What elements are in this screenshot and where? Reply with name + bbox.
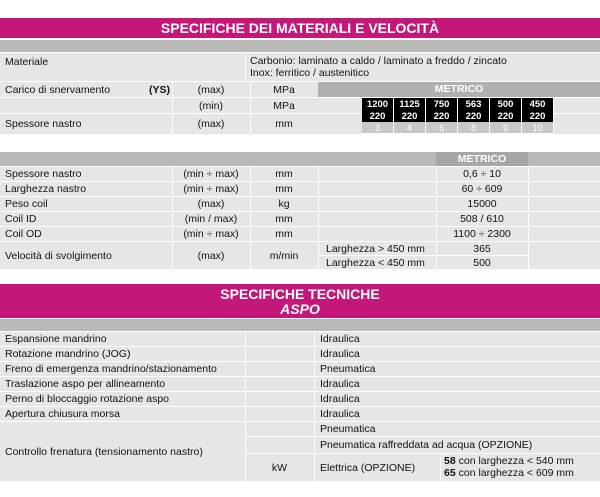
strip-thickness-qual: (max) [197,118,225,130]
aspo-label: Apertura chiusura morsa [5,408,120,420]
aspo-value: Idraulica [320,393,360,405]
material-row [0,53,600,81]
materials-speed-title: SPECIFICHE DEI MATERIALI E VELOCITÀ [160,20,440,36]
unwinding-speed-unit: m/min [269,249,299,262]
ys-min-cell: 220 [490,110,521,122]
unwinding-speed-row [0,242,600,269]
spec-qualifier: (min ÷ max) [183,183,239,195]
material-value-carbon: Carbonio: laminato a caldo / laminato a freddo / zincato [250,55,507,67]
aspo-value: Pneumatica [320,363,376,375]
section1-spacer-bar [0,40,600,52]
aspo-row [0,392,600,406]
spec-row [0,182,600,196]
brake-power-line-1 [444,455,574,467]
spec-label: Coil ID [5,213,37,225]
material-label: Materiale [5,56,49,68]
spec-unit: mm [275,228,293,240]
metric-label-1: METRICO [434,83,484,95]
ys-max-cell: 563 [458,98,489,110]
metric-header-1 [318,82,600,97]
spec-value: 15000 [467,198,497,210]
technical-specs-subtitle: ASPO [280,301,320,317]
brake-control-row [0,422,600,481]
aspo-label: Perno di bloccaggio rotazione aspo [5,393,170,405]
spec-label: Coil OD [5,228,42,240]
aspo-value: Idraulica [320,333,360,345]
brake-option-electric: Elettrica (OPZIONE) [320,461,416,474]
ys-min-cell: 220 [426,110,457,122]
aspo-row [0,362,600,376]
spec-value: 0,6 ÷ 10 [463,168,501,180]
thickness-index-cell: 3 [362,122,393,133]
metric-header-2 [436,152,528,166]
yield-strength-abbr: (YS) [149,83,170,96]
aspo-row [0,407,600,421]
brake-power-text-1: con larghezza < 540 mm [458,455,574,467]
unwinding-speed-label: Velocità di svolgimento [5,249,112,262]
brake-power-unit: kW [271,461,288,474]
aspo-value: Idraulica [320,378,360,390]
spec-row [0,197,600,211]
ys-max-cell: 450 [522,98,553,110]
metric-label-2: METRICO [457,153,507,165]
spec-unit: mm [275,168,293,180]
aspo-label: Espansione mandrino [5,333,107,345]
yield-strength-min-qual: (min) [199,99,223,112]
thickness-index-cell: 6 [426,122,457,133]
speed-condition: Larghezza > 450 mm [326,242,425,255]
thickness-index-cell: 4 [394,122,425,133]
spec-unit: mm [275,183,293,195]
aspo-label: Rotazione mandrino (JOG) [5,348,131,360]
thickness-index-cell: 10 [522,122,553,133]
brake-option-water-cooled: Pneumatica raffreddata ad acqua (OPZIONE) [320,439,533,451]
ys-min-cell: 220 [522,110,553,122]
aspo-label: Freno di emergenza mandrino/stazionamento [5,363,217,375]
brake-option-pneumatic: Pneumatica [320,423,376,435]
ys-min-cell: 220 [362,110,393,122]
brake-power-line-2 [444,467,574,479]
spec-value: 508 / 610 [460,213,504,225]
spec-unit: kg [278,198,290,210]
section3-spacer-bar [0,319,600,331]
ys-min-cell: 220 [458,110,489,122]
spec-qualifier: (min ÷ max) [183,168,239,180]
aspo-label: Traslazione aspo per allineamento [5,378,166,390]
spec-label: Spessore nastro [5,168,82,180]
brake-control-label: Controllo frenatura (tensionamento nastro) [5,445,203,458]
strip-thickness-unit: mm [275,118,293,130]
aspo-row [0,332,600,346]
aspo-value: Idraulica [320,408,360,420]
spec-row [0,167,600,181]
ys-max-cell: 500 [490,98,521,110]
thickness-index-cell: 8 [458,122,489,133]
material-value-inox: Inox: ferritico / austenitico [250,67,370,79]
brake-power-value-1: 58 [444,455,456,467]
spec-unit: mm [275,213,293,225]
technical-specs-title: SPECIFICHE TECNICHE [220,286,380,302]
spec-qualifier: (min / max) [184,213,238,225]
yield-strength-max-unit: MPa [273,83,295,96]
spec-value: 60 ÷ 609 [461,183,503,195]
yield-strength-max-qual: (max) [197,83,225,96]
yield-strength-label: Carico di snervamento [5,83,111,96]
spec-row [0,227,600,241]
yield-strength-matrix [362,97,554,134]
spec-label: Peso coil [5,198,48,210]
aspo-row [0,377,600,391]
ys-min-cell: 220 [394,110,425,122]
ys-max-cell: 1125 [394,98,425,110]
brake-power-value-2: 65 [444,467,456,479]
materials-speed-title-bar [0,18,600,38]
strip-thickness-label: Spessore nastro [5,118,82,130]
spec-qualifier: (max) [197,198,225,210]
yield-strength-min-unit: MPa [273,99,295,112]
speed-value: 500 [473,256,491,269]
spec-qualifier: (min ÷ max) [183,228,239,240]
speed-value: 365 [473,242,491,255]
brake-power-text-2: con larghezza < 609 mm [458,467,574,479]
thickness-index-cell: 9 [490,122,521,133]
ys-max-cell: 1200 [362,98,393,110]
spec-label: Larghezza nastro [5,183,87,195]
ys-max-cell: 750 [426,98,457,110]
technical-specs-title-bar [0,284,600,318]
spec-value: 1100 ÷ 2300 [453,228,511,240]
aspo-row [0,347,600,361]
spec-row [0,212,600,226]
speed-condition: Larghezza < 450 mm [326,256,425,269]
unwinding-speed-qual: (max) [197,249,225,262]
aspo-value: Idraulica [320,348,360,360]
